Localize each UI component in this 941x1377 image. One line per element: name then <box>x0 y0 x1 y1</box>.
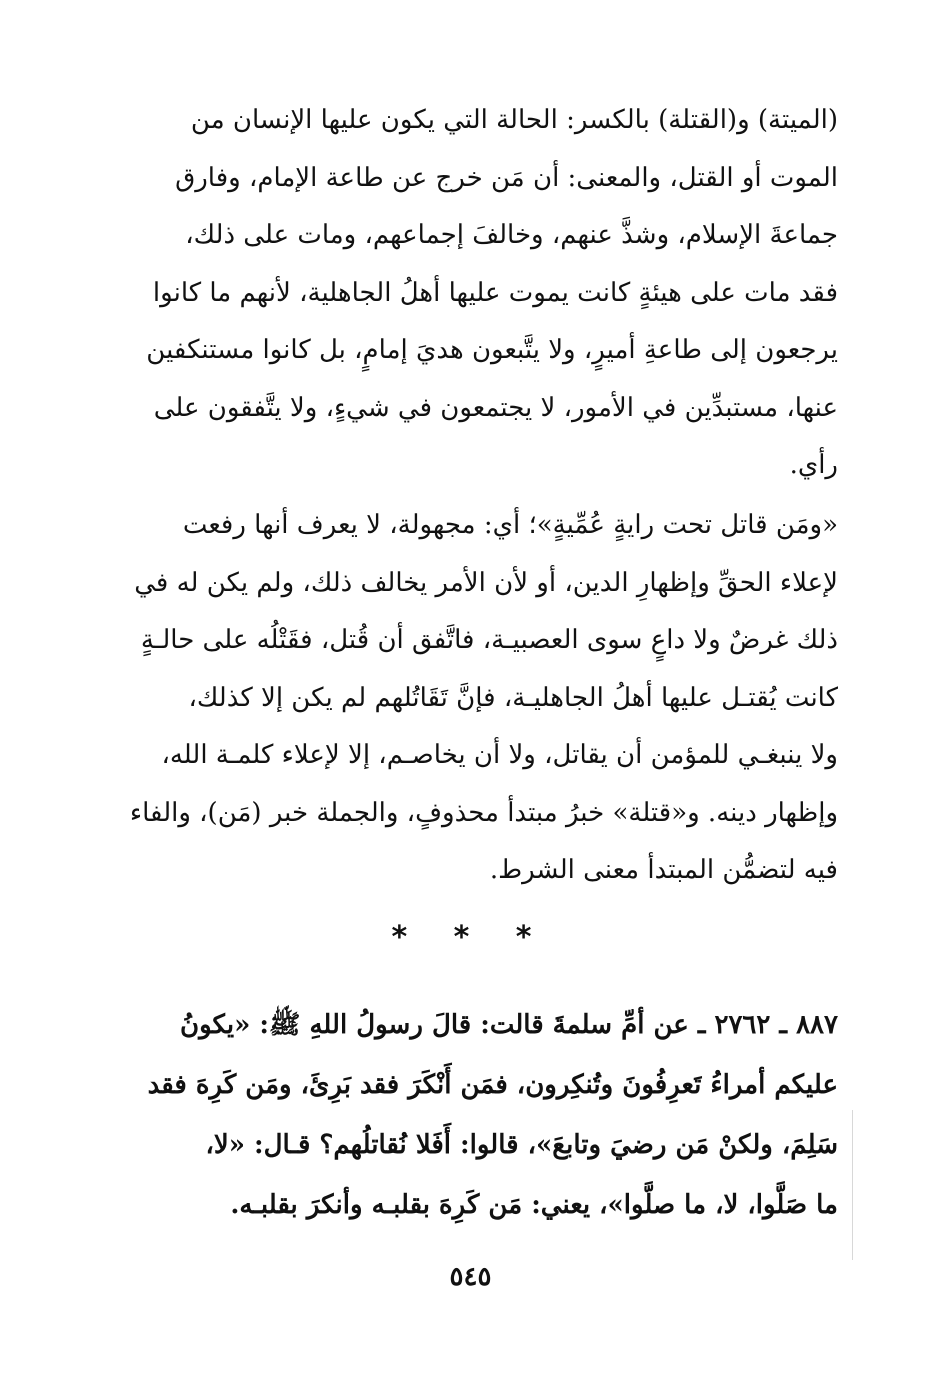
text-line: كانت يُقتـل عليها أهلُ الجاهليـة، فإنَّ تَقَاتُلهم لم يكن إلا كذلك، <box>188 682 838 713</box>
text-line: «ومَن قاتل تحت رايةٍ عُمِّيةٍ»؛ أي: مجهولة، لا يعرف أنها رفعت <box>182 510 838 540</box>
page-number: ٥٤٥ <box>449 1262 492 1292</box>
text-line: جماعةَ الإسلام، وشذَّ عنهم، وخالفَ إجماعهم، ومات على ذلك، <box>185 220 838 250</box>
text-line: رأي. <box>789 450 838 480</box>
text-line: (الميتة) و(القتلة) بالكسر: الحالة التي يكون عليها الإنسان من <box>190 105 838 135</box>
text-line: عنها، مستبدِّين في الأمور، لا يجتمعون في شيءٍ، ولا يتَّفقون على <box>153 392 838 423</box>
text-line: لإعلاء الحقِّ وإظهارِ الدين، أو لأن الأمر يخالف ذلك، ولم يكن له في <box>134 567 838 598</box>
text-line: ٨٨٧ ـ ٢٧٦٢ ـ عن أمِّ سلمةَ قالت: قالَ رسولُ اللهِ ﷺ: «يكونُ <box>180 1010 838 1040</box>
text-line: سَلِمَ، ولكنْ مَن رضيَ وتابعَ»، قالوا: أَفَلا نُقاتلُهم؟ قـال: «لا، <box>205 1130 838 1160</box>
text-line: وإظهار دينه. و«قتلة» خبرُ مبتدأ محذوفٍ، والجملة خبر (مَن)، والفاء <box>129 797 838 828</box>
text-line: ما صَلَّوا، لا، ما صلَّوا»، يعني: مَن كَرِهَ بقلبـه وأنكرَ بقلبـه. <box>230 1190 838 1220</box>
text-line: ولا ينبغـي للمؤمن أن يقاتل، ولا أن يخاصـم، إلا لإعلاء كلمـة الله، <box>161 740 838 770</box>
margin-line <box>852 1110 853 1260</box>
commentary-paragraph <box>128 92 838 495</box>
text-line: ذلك غرضٌ ولا داعٍ سوى العصبيـة، فاتَّفق أن قُتل، فقَتْلُه على حالـةٍ <box>140 625 838 655</box>
section-separator: * * * <box>391 920 550 955</box>
text-line: يرجعون إلى طاعةِ أميرٍ، ولا يتَّبعون هديَ إمامٍ، بل كانوا مستنكفين <box>146 335 838 365</box>
hadith-text <box>128 995 838 1235</box>
text-line: الموت أو القتل، والمعنى: أن مَن خرج عن طاعة الإمام، وفارق <box>175 162 838 193</box>
text-line: عليكم أمراءُ تَعرِفُونَ وتُنكِرون، فمَن أَنْكَرَ فقد بَرِئَ، ومَن كَرِهَ فقد <box>147 1070 838 1100</box>
text-line: فقد مات على هيئةٍ كانت يموت عليها أهلُ الجاهلية، لأنهم ما كانوا <box>152 277 838 308</box>
text-line: فيه لتضمُّن المبتدأ معنى الشرط. <box>489 855 838 885</box>
commentary-paragraph <box>128 497 838 900</box>
